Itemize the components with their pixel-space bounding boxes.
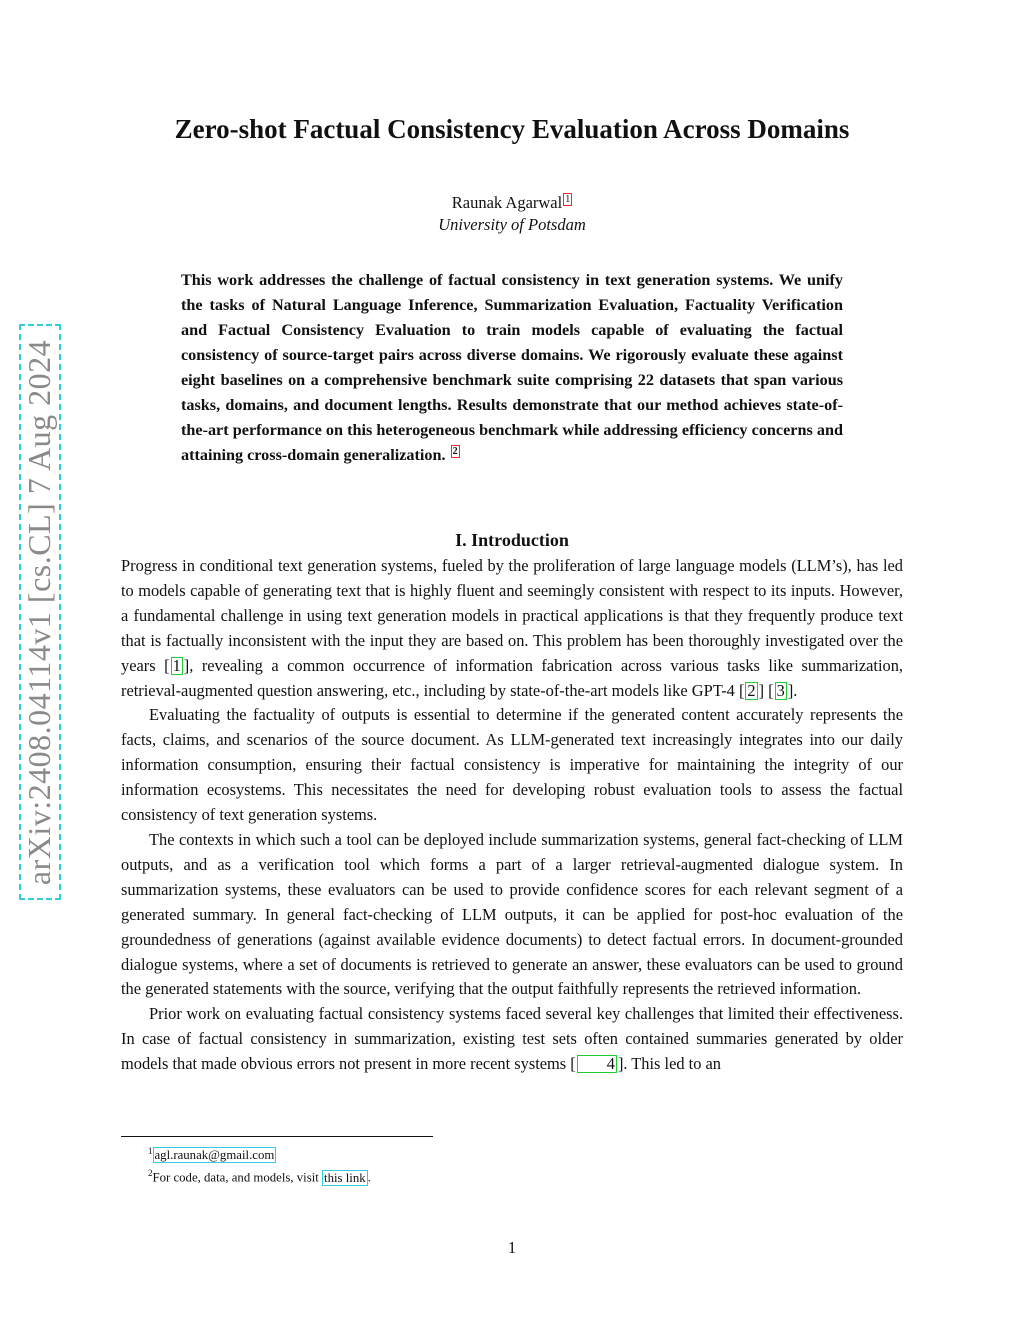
email-link[interactable]: agl.raunak@gmail.com — [154, 1148, 275, 1163]
footnote-2-mark: 2 — [148, 1168, 153, 1179]
introduction-body — [121, 554, 903, 1077]
paragraph-1-text-d: ]. — [787, 680, 798, 700]
footnotes — [148, 1142, 848, 1187]
paper-title: Zero-shot Factual Consistency Evaluation Across Domains — [174, 114, 850, 144]
paragraph-4-text-b: ]. This led to an — [617, 1054, 721, 1074]
paragraph-1-text-b: ], revealing a common occurrence of information fabrication across various tasks like summarization, retrieval-augmented question answering, etc., including by state-of-the-art models like GPT-4 [ — [121, 655, 904, 700]
section-heading-introduction: I. Introduction — [455, 530, 569, 550]
author-line — [0, 192, 1024, 214]
page-number: 1 — [507, 1238, 517, 1257]
footnote-1-mark: 1 — [148, 1146, 153, 1156]
citation-link-2[interactable]: 2 — [747, 680, 756, 700]
paragraph-1 — [121, 554, 903, 703]
paragraph-3: The contexts in which such a tool can be deployed include summarization systems, general fact-checking of LLM outputs, and as a verification tool which forms a part of a larger retrieval-augmented dialogue system. In summarization systems, these evaluators can be used to provide confidence scores for each relevant segment of a generated summary. In general fact-checking of LLM outputs, it can be applied for post-hoc evaluation of the groundedness of generations (against available evidence documents) to detect factual errors. In document-grounded dialogue systems, where a set of documents is retrieved to generate an answer, these evaluators can be used to ground the generated statements with the source, verifying that the output faithfully represents the retrieved information. — [121, 829, 903, 999]
author-affiliation: University of Potsdam — [438, 215, 586, 234]
footnote-1 — [148, 1142, 848, 1164]
paragraph-1-text-c: ] [ — [758, 680, 774, 700]
footnote-2 — [148, 1164, 848, 1186]
footnote-divider — [121, 1136, 433, 1137]
paragraph-4 — [121, 1002, 903, 1077]
citation-link-1[interactable]: 1 — [172, 655, 181, 675]
author-footnote-link[interactable]: 1 — [565, 193, 571, 205]
footnote-2-text: For code, data, and models, visit — [152, 1170, 323, 1185]
paragraph-4-text-a: Prior work on evaluating factual consistency systems faced several key challenges that limited their effectiveness. In case of factual consistency in summarization, existing test sets often contained summaries generated by older models that made obvious errors not present in more recent systems [ — [121, 1004, 903, 1074]
paragraph-2: Evaluating the factuality of outputs is essential to determine if the generated content accurately represents the facts, claims, and scenarios of the source document. As LLM-generated text increasingly integrates into our daily information consumption, ensuring their factual consistency is imperative for maintaining the integrity of our information ecosystems. This necessitates the need for developing robust evaluation tools to assess the factual consistency of text generation systems. — [121, 705, 903, 825]
abstract — [181, 268, 843, 468]
paragraph-1-text-a: Progress in conditional text generation systems, fueled by the proliferation of large language models (LLM’s), has led to models capable of generating text that is highly fluent and seemingly consistent with respect to its inputs. However, a fundamental challenge in using text generation models in practical applications is that they frequently produce text that is factually inconsistent with the input they are based on. This problem has been thoroughly investigated over the years [ — [121, 556, 903, 675]
footnote-2-suffix: . — [367, 1170, 371, 1185]
code-data-link[interactable]: this link — [324, 1170, 366, 1185]
arxiv-identifier-stamp[interactable] — [19, 324, 61, 900]
abstract-text: This work addresses the challenge of factual consistency in text generation systems. We unify the tasks of Natural Language Inference, Summarization Evaluation, Factuality Verification and Factual Consistency Evaluation to train models capable of evaluating the factual consistency of source-target pairs across diverse domains. We rigorously evaluate these against eight baselines on a comprehensive benchmark suite comprising 22 datasets that span various tasks, domains, and document lengths. Results demonstrate that our method achieves state-of-the-art performance on this heterogeneous benchmark while addressing efficiency concerns and attaining cross-domain generalization. — [181, 271, 843, 464]
abstract-footnote-link[interactable]: 2 — [452, 445, 458, 457]
citation-link-3[interactable]: 3 — [776, 680, 785, 700]
citation-link-4[interactable]: 4 — [577, 1055, 617, 1073]
author-name: Raunak Agarwal — [451, 193, 563, 212]
arxiv-identifier-text: arXiv:2408.04114v1 [cs.CL] 7 Aug 2024 — [21, 339, 58, 885]
